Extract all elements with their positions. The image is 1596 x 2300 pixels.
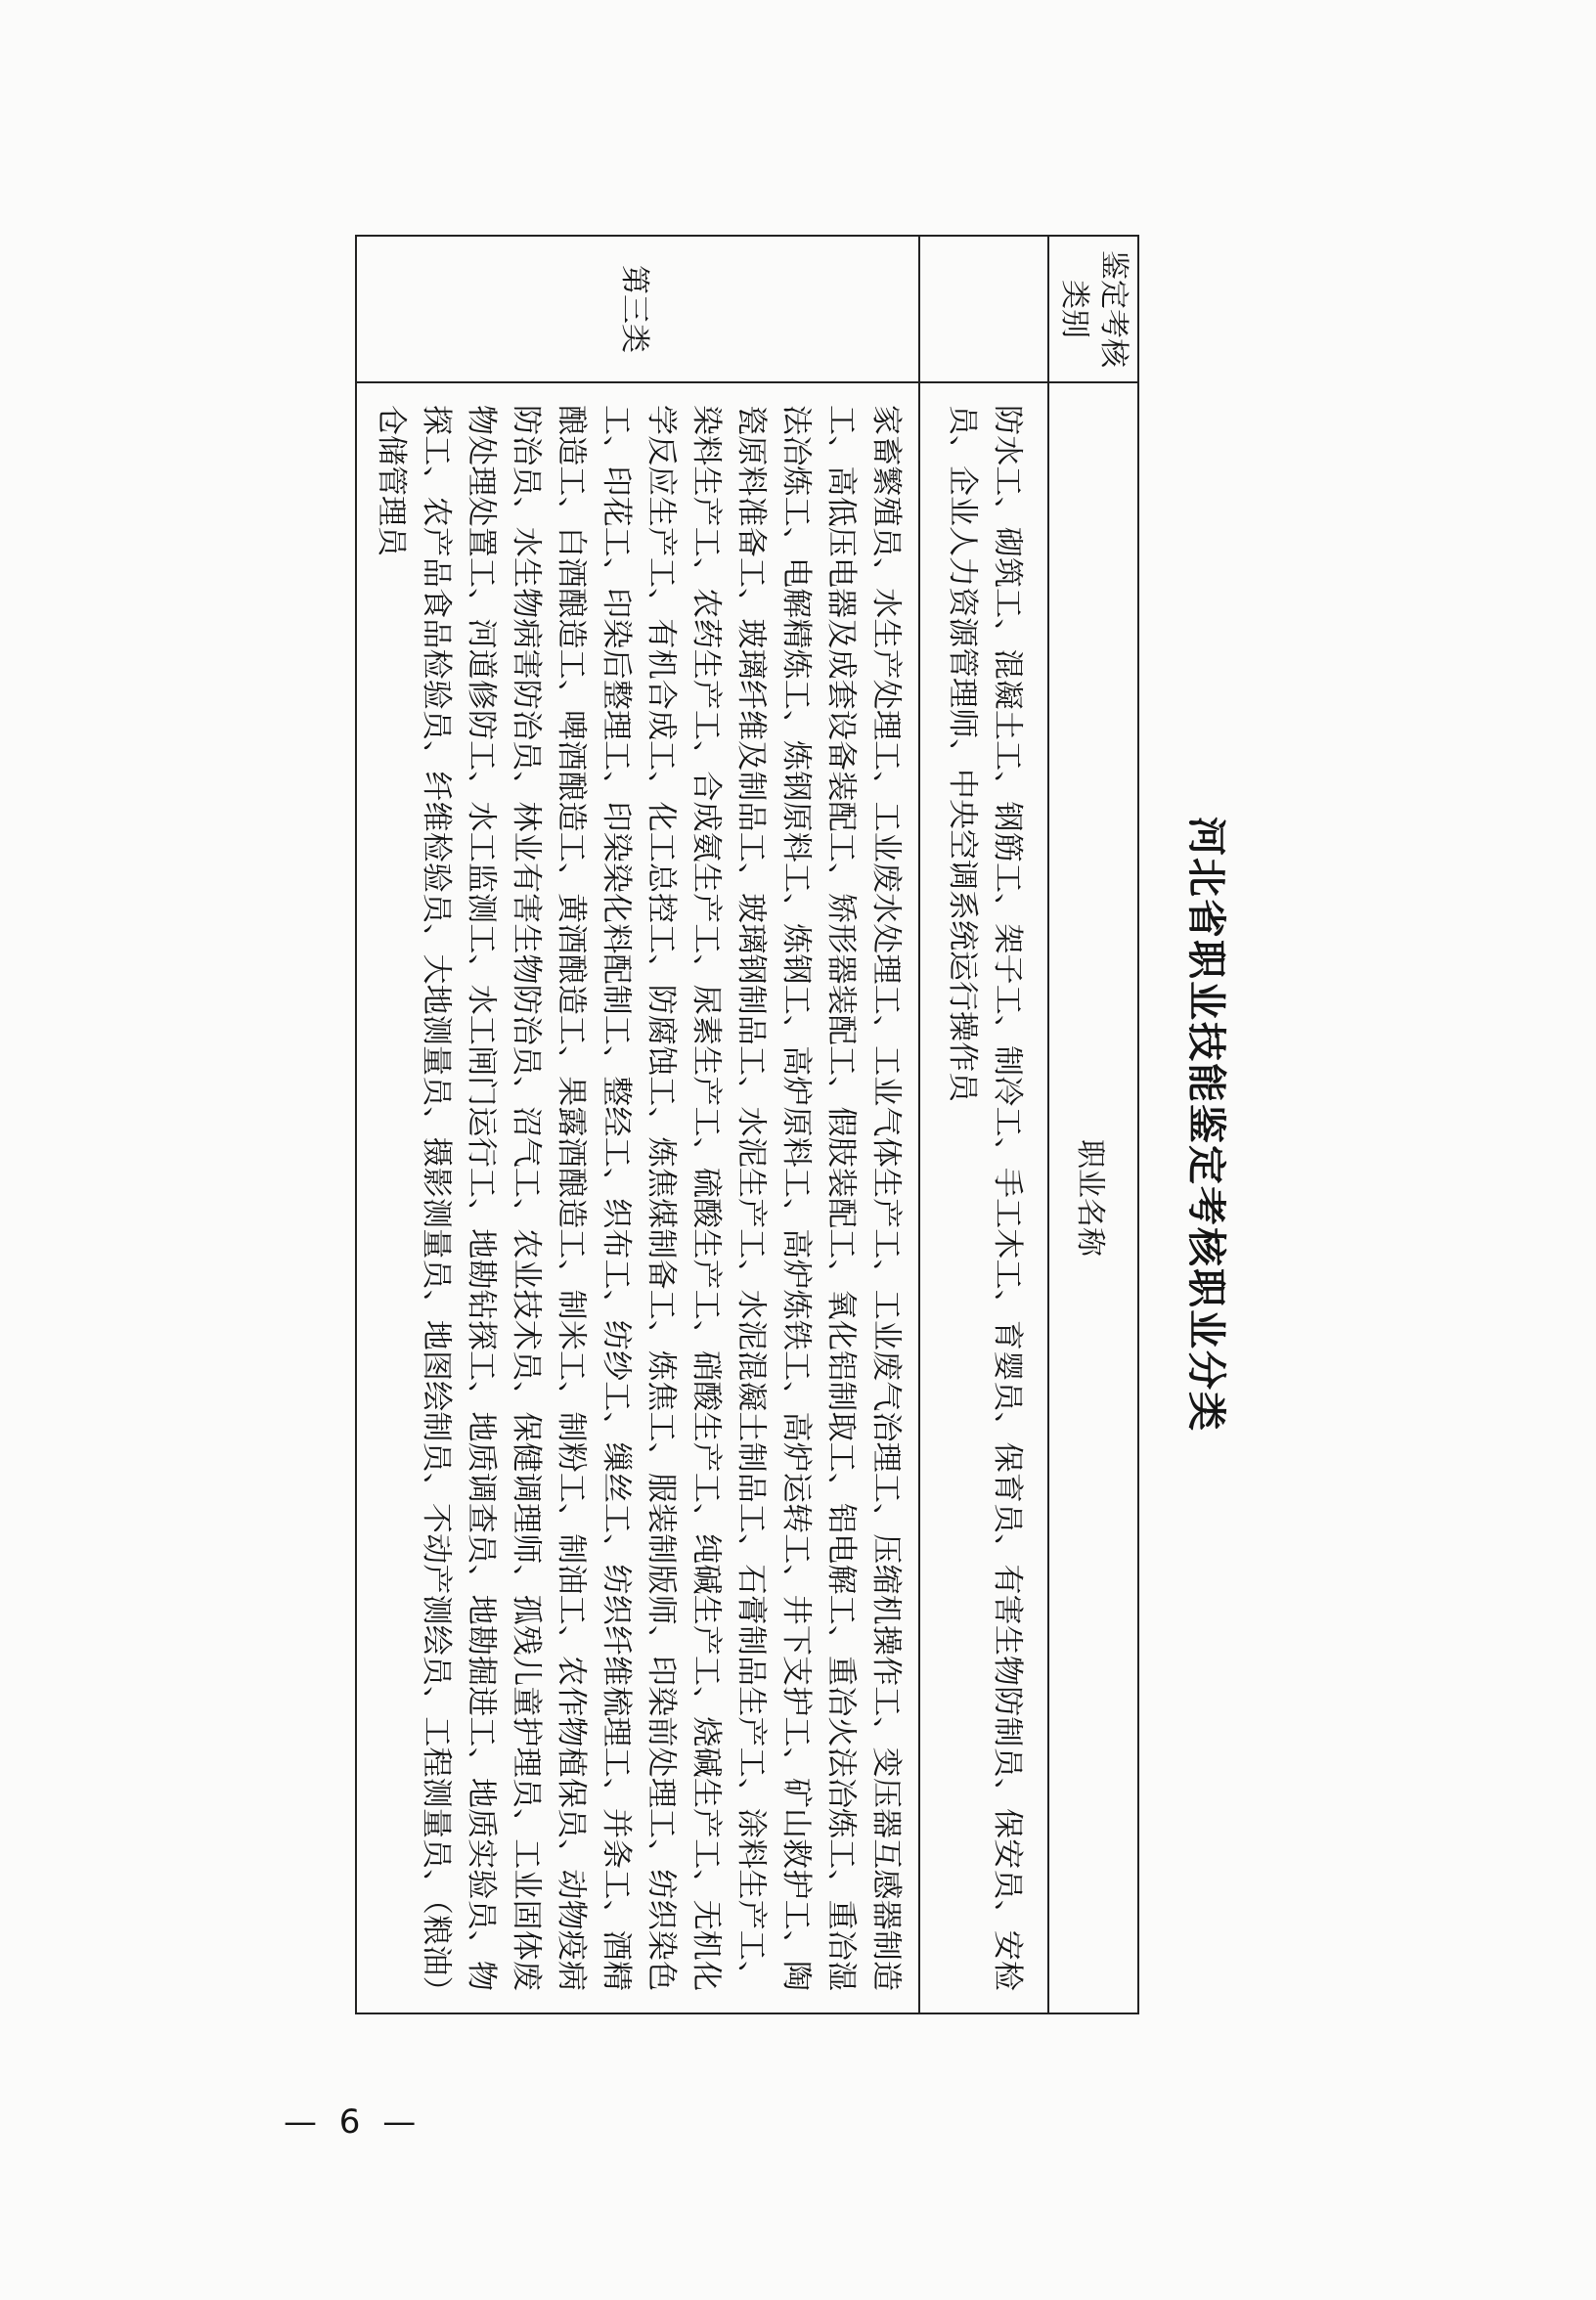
header-occupation-names: 职业名称	[1048, 382, 1138, 2013]
page-number: — 6 —	[284, 2102, 422, 2142]
category-cell: 第三类	[356, 236, 919, 382]
occupation-names-cell: 家畜繁殖员、水生产处理工、工业废水处理工、工业气体生产工、工业废气治理工、压缩机操作工、变压器互感器制造工、高低压电器及成套设备装配工、矫形器装配工、假肢装配工、氧化铝制取工、铝电解工、重冶火法冶炼工、重冶湿法冶炼工、电解精炼工、炼钢原料工、炼钢工、高炉原料工、高炉炼铁工、高炉运转工、井下支护工、矿山救护工、陶瓷原料准备工、玻璃纤维及制品工、玻璃钢制品工、水泥生产工、水泥混凝土制品工、石膏制品生产工、涂料生产工、染料生产工、农药生产工、合成氨生产工、尿素生产工、硫酸生产工、硝酸生产工、纯碱生产工、烧碱生产工、无机化学反应生产工、有机合成工、化工总控工、防腐蚀工、炼焦煤制备工、炼焦工、服装制版师、印染前处理工、纺织染色工、印花工、印染后整理工、印染染化料配制工、整经工、织布工、纺纱工、缫丝工、纺织纤维梳理工、并条工、酒精酿造工、白酒酿造工、啤酒酿造工、黄酒酿造工、果露酒酿造工、制米工、制粉工、制油工、农作物植保员、动物疫病防治员、水生物病害防治员、林业有害生物防治员、沼气工、农业技术员、保健调理师、孤残儿童护理员、工业固体废物处理处置工、河道修防工、水工监测工、水工闸门运行工、地勘钻探工、地质调查员、地勘掘进工、地质实验员、物探工、农产品食品检验员、纤维检验员、大地测量员、摄影测量员、地图绘制员、不动产测绘员、工程测量员、（粮油）仓储管理员	[356, 382, 919, 2013]
table-row	[356, 236, 919, 2013]
table-row	[919, 236, 1048, 2013]
category-cell	[919, 236, 1048, 382]
table-header-row	[1048, 236, 1138, 2013]
occupation-classification-table	[355, 235, 1139, 2014]
rotated-page-content	[132, 215, 1237, 2034]
occupation-names-cell: 防水工、砌筑工、混凝土工、钢筋工、架子工、制冷工、手工木工、育婴员、保育员、有害生物防制员、保安员、安检员、企业人力资源管理师、中央空调系统运行操作员	[919, 382, 1048, 2013]
document-title: 河北省职业技能鉴定考核职业分类	[1183, 817, 1228, 1433]
header-category: 鉴定考核类别	[1048, 236, 1138, 382]
